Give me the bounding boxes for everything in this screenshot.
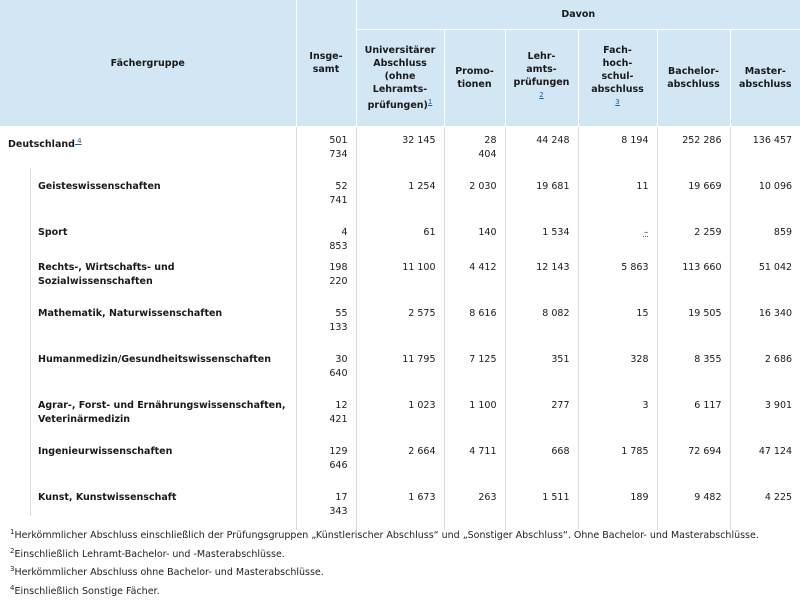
cell-insgesamt: 12 421 [296,392,356,438]
cell-value: 12 143 [505,254,578,300]
cell-value: 3 901 [764,399,793,411]
footnote-link[interactable]: 3 [615,97,620,106]
col-header-label: Bachelor- abschluss [667,66,720,90]
cell-value: 16 340 [758,307,793,319]
footnote-link[interactable]: 2 [539,91,544,100]
col-header-1 [356,30,444,127]
col-header-insgesamt: Insge- samt [296,0,356,127]
cell-value: 140 [444,219,505,254]
cell-value: 11 795 [356,346,444,392]
cell-value: 9 482 [657,484,730,530]
cell-insgesamt: 129 646 [296,438,356,484]
row-name-label: Mathematik, Naturwissenschaften [38,307,223,319]
cell-value: 8 355 [657,346,730,392]
table-row [0,484,800,530]
footnote-item [10,581,759,600]
row-name [0,219,296,254]
cell-value: 4 412 [444,254,505,300]
cell-value: 328 [578,346,657,392]
row-name [0,346,296,392]
footnote-link[interactable]: 1 [427,97,433,106]
cell-value: 1 100 [444,392,505,438]
col-header-davon: Davon [356,0,800,30]
cell-value: 859 [773,226,793,238]
footnotes [10,525,759,600]
footnote-item [10,544,759,563]
footnote-number: 2 [10,546,15,555]
row-name [0,392,296,438]
row-name [0,438,296,484]
col-header-faechergruppe: Fächergruppe [0,0,296,127]
cell-value: 2 259 [657,219,730,254]
table-row [0,438,800,484]
cell-value: 61 [356,219,444,254]
col-header-label: Promo- tionen [455,66,494,90]
row-name [0,300,296,346]
cell-value [578,219,657,254]
row-name-label: Humanmedizin/Gesundheitswissenschaften [38,353,271,365]
indent-divider [30,168,31,516]
row-name-label: Deutschland [8,139,75,151]
cell-value: 3 [578,392,657,438]
cell-value: 1 254 [356,173,444,219]
col-header-2 [444,30,505,127]
cell-value: 2 664 [356,438,444,484]
cell-insgesamt: 52 741 [296,173,356,219]
cell-value: 8 194 [578,127,657,173]
cell-insgesamt: 501 734 [296,127,356,173]
col-header-label: Master- abschluss [738,66,792,90]
col-header-label: Universitärer Abschluss (ohne Lehramts- prüfungen) [364,44,436,112]
footnote-number: 4 [10,583,15,592]
table-row [0,219,800,254]
cell-insgesamt: 17 343 [296,484,356,530]
cell-value: 1 673 [356,484,444,530]
cell-insgesamt: 30 640 [296,346,356,392]
cell-value: 351 [505,346,578,392]
cell-value: 4 225 [764,491,793,503]
table-row [0,392,800,438]
footnote-item [10,525,759,544]
cell-value: 72 694 [657,438,730,484]
row-name-label: Ingenieurwissenschaften [38,445,173,457]
table-row [0,173,800,219]
cell-value: 263 [444,484,505,530]
cell-value: 2 030 [444,173,505,219]
row-name [0,254,296,300]
footnote-item [10,562,759,581]
col-header-label: Fach- hoch- schul- abschluss [591,44,644,95]
cell-value: 1 534 [505,219,578,254]
cell-value: 32 145 [356,127,444,173]
cell-value: 44 248 [505,127,578,173]
footnote-link[interactable]: 4 [74,137,82,145]
table-row [0,300,800,346]
cell-value: 10 096 [758,180,793,192]
row-name-label: Agrar-, Forst- und Ernährungswissenschaften, Veterinärmedizin [38,399,286,425]
cell-value: 28 404 [444,127,505,173]
cell-value: 2 686 [764,353,793,365]
row-name-label: Kunst, Kunstwissenschaft [38,491,177,503]
cell-value: 1 023 [356,392,444,438]
cell-value: 8 616 [444,300,505,346]
cell-value: 668 [505,438,578,484]
cell-value: 5 863 [578,254,657,300]
footnote-text: Herkömmlicher Abschluss einschließlich der Prüfungsgruppen „Künstlerischer Abschluss“ und „Sonstiger Abschluss“. Ohne Bachelor- und Masterabschlüsse. [14,530,759,542]
cell-value: 15 [578,300,657,346]
col-header-3 [505,30,578,127]
row-name [0,173,296,219]
cell-value: 189 [578,484,657,530]
row-name [0,484,296,530]
cell-insgesamt: 198 220 [296,254,356,300]
cell-value: 19 669 [657,173,730,219]
cell-value: 1 785 [578,438,657,484]
no-value-marker: – [643,226,649,238]
col-header-5 [657,30,730,127]
cell-value: 252 286 [657,127,730,173]
footnote-text: Herkömmlicher Abschluss ohne Bachelor- und Masterabschlüsse. [14,567,324,579]
table-header [0,0,800,127]
cell-value: 8 082 [505,300,578,346]
cell-value: 47 124 [758,445,793,457]
cell-value: 11 100 [356,254,444,300]
row-name-label: Sport [38,226,68,238]
cell-value: 277 [505,392,578,438]
cell-value: 4 711 [444,438,505,484]
cell-value: 19 505 [657,300,730,346]
cell-insgesamt: 4 853 [296,219,356,254]
table-row [0,254,800,300]
cell-insgesamt: 55 133 [296,300,356,346]
footnote-text: Einschließlich Sonstige Fächer. [14,586,160,598]
cell-value: 1 511 [505,484,578,530]
row-name [0,127,296,173]
cell-value: 7 125 [444,346,505,392]
cell-value: 2 575 [356,300,444,346]
cell-value: 11 [578,173,657,219]
cell-value: 6 117 [657,392,730,438]
cell-value: 136 457 [752,135,793,146]
cell-value: 113 660 [657,254,730,300]
footnote-number: 3 [10,565,15,574]
row-name-label: Rechts-, Wirtschafts- und Sozialwissenschaften [38,261,175,287]
table-row [0,346,800,392]
footnote-text: Einschließlich Lehramt-Bachelor- und -Masterabschlüsse. [14,548,285,560]
col-header-4 [578,30,657,127]
footnote-number: 1 [10,528,15,536]
cell-value: 19 681 [505,173,578,219]
cell-value: 51 042 [758,261,793,273]
col-header-label: Lehr- amts- prüfungen [513,51,570,89]
table-row [0,127,800,173]
row-name-label: Geisteswissenschaften [38,180,161,192]
table-body [0,127,800,530]
col-header-6 [730,30,800,127]
